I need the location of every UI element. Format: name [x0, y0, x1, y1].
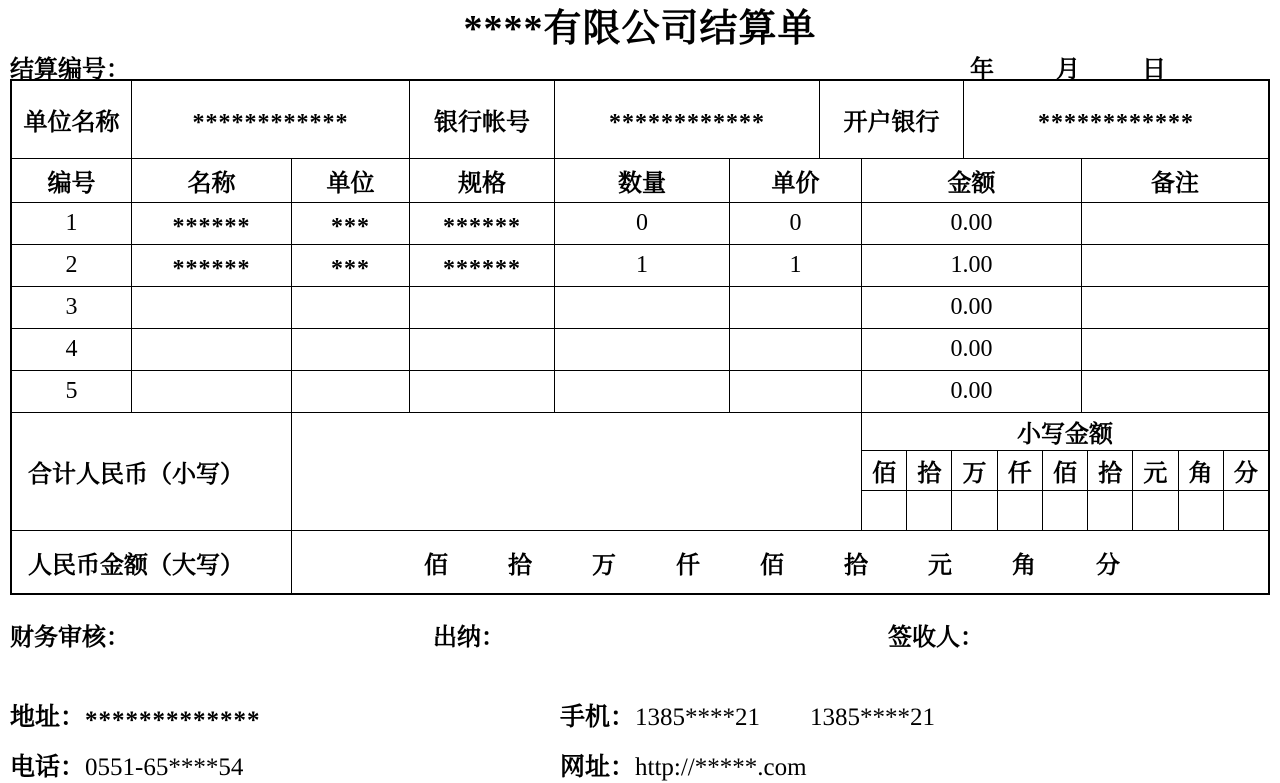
item-unit-cell — [292, 329, 410, 370]
capital-unit-qian: 仟 — [676, 552, 700, 579]
mobile-value-1: 1385****21 — [635, 704, 761, 731]
digit-value-cell — [1043, 491, 1088, 530]
item-amount-cell: 0.00 — [862, 329, 1082, 370]
signature-row — [10, 613, 1270, 651]
mobile-label: 手机： — [560, 704, 636, 731]
mobile-values — [635, 704, 935, 732]
meta-row — [10, 53, 1270, 83]
capital-unit-wan: 万 — [592, 552, 616, 579]
capital-unit-jiao: 角 — [1012, 552, 1036, 579]
col-header-name: 名称 — [132, 159, 292, 202]
total-amount-blank-cell — [292, 413, 862, 530]
item-name-cell: ****** — [132, 245, 292, 286]
website-value: http://*****.com — [635, 754, 807, 781]
item-price-cell: 0 — [730, 203, 862, 244]
digit-unit-row — [862, 451, 1268, 491]
item-qty-cell — [555, 329, 730, 370]
address-line — [10, 697, 560, 733]
item-unit-cell: *** — [292, 245, 410, 286]
capital-unit-strip — [292, 531, 1268, 593]
phone-label: 电话： — [10, 754, 86, 781]
unit-name-value: ************ — [132, 81, 410, 158]
item-number-cell: 4 — [12, 329, 132, 370]
digit-value-cell — [862, 491, 907, 530]
mobile-line — [560, 697, 935, 733]
item-row-2 — [12, 245, 1268, 287]
capital-unit-shi2: 拾 — [844, 552, 868, 579]
digit-value-cell — [1224, 491, 1268, 530]
item-price-cell: 1 — [730, 245, 862, 286]
phone-value: 0551-65****54 — [85, 754, 244, 781]
item-spec-cell: ****** — [410, 245, 555, 286]
digit-unit-qian: 仟 — [998, 451, 1043, 490]
item-amount-cell: 0.00 — [862, 203, 1082, 244]
capital-unit-fen: 分 — [1096, 552, 1120, 579]
item-name-cell — [132, 371, 292, 412]
item-row-4 — [12, 329, 1268, 371]
item-name-cell: ****** — [132, 203, 292, 244]
digit-unit-jiao: 角 — [1179, 451, 1224, 490]
finance-audit-label: 财务审核： — [10, 625, 130, 651]
digit-unit-bai: 佰 — [862, 451, 907, 490]
item-qty-cell: 1 — [555, 245, 730, 286]
item-remark-cell — [1082, 329, 1268, 370]
contact-row-1 — [10, 697, 1270, 733]
digit-unit-shi2: 拾 — [1088, 451, 1133, 490]
item-qty-cell: 0 — [555, 203, 730, 244]
item-unit-cell — [292, 371, 410, 412]
item-remark-cell — [1082, 371, 1268, 412]
digit-value-row — [862, 491, 1268, 530]
settlement-table — [10, 79, 1270, 595]
total-lowercase-label: 合计人民币（小写） — [12, 413, 292, 530]
website-line — [560, 747, 807, 783]
item-price-cell — [730, 287, 862, 328]
contact-row-2 — [10, 747, 1270, 783]
unit-name-label: 单位名称 — [12, 81, 132, 158]
digit-unit-shi: 拾 — [907, 451, 952, 490]
year-label: 年 — [970, 56, 994, 83]
digit-value-cell — [1179, 491, 1224, 530]
item-qty-cell — [555, 287, 730, 328]
col-header-qty: 数量 — [555, 159, 730, 202]
item-row-5 — [12, 371, 1268, 413]
item-spec-cell — [410, 371, 555, 412]
item-number-cell: 3 — [12, 287, 132, 328]
item-number-cell: 1 — [12, 203, 132, 244]
col-header-unit: 单位 — [292, 159, 410, 202]
item-amount-cell: 1.00 — [862, 245, 1082, 286]
digit-value-cell — [1088, 491, 1133, 530]
page-title: ****有限公司结算单 — [463, 8, 817, 50]
item-price-cell — [730, 329, 862, 370]
col-header-price: 单价 — [730, 159, 862, 202]
items-header-row — [12, 159, 1268, 203]
digit-unit-yuan: 元 — [1133, 451, 1178, 490]
digit-unit-wan: 万 — [952, 451, 997, 490]
item-qty-cell — [555, 371, 730, 412]
item-spec-cell — [410, 329, 555, 370]
item-spec-cell — [410, 287, 555, 328]
digit-value-cell — [998, 491, 1043, 530]
bank-account-label: 银行帐号 — [410, 81, 555, 158]
item-price-cell — [730, 371, 862, 412]
item-remark-cell — [1082, 245, 1268, 286]
item-name-cell — [132, 287, 292, 328]
bank-name-label: 开户银行 — [820, 81, 964, 158]
item-unit-cell — [292, 287, 410, 328]
item-remark-cell — [1082, 203, 1268, 244]
item-spec-cell: ****** — [410, 203, 555, 244]
day-label: 日 — [1142, 56, 1166, 83]
contact-block — [10, 697, 1270, 783]
capital-unit-yuan: 元 — [928, 552, 952, 579]
item-name-cell — [132, 329, 292, 370]
item-number-cell: 2 — [12, 245, 132, 286]
address-label: 地址： — [10, 704, 86, 731]
item-amount-cell: 0.00 — [862, 371, 1082, 412]
total-lowercase-row — [12, 413, 1268, 531]
receiver-label: 签收人： — [888, 625, 984, 651]
unit-info-row — [12, 81, 1268, 159]
col-header-remark: 备注 — [1151, 171, 1199, 197]
settlement-no-label: 结算编号： — [10, 56, 130, 83]
item-amount-cell: 0.00 — [862, 287, 1082, 328]
item-number-cell: 5 — [12, 371, 132, 412]
website-label: 网址： — [560, 754, 636, 781]
item-row-3 — [12, 287, 1268, 329]
month-label: 月 — [1056, 56, 1080, 83]
item-unit-cell: *** — [292, 203, 410, 244]
mobile-value-2: 1385****21 — [810, 704, 936, 731]
address-value: ************* — [85, 707, 261, 734]
bank-account-value: ************ — [555, 81, 820, 158]
digit-value-cell — [907, 491, 952, 530]
small-amount-subtable — [862, 413, 1268, 530]
digit-unit-fen: 分 — [1233, 461, 1258, 487]
bank-name-value: ************ — [1038, 110, 1194, 136]
item-row-1 — [12, 203, 1268, 245]
col-header-number: 编号 — [12, 159, 132, 202]
capital-unit-bai: 佰 — [424, 552, 448, 579]
digit-unit-bai2: 佰 — [1043, 451, 1088, 490]
capital-amount-label: 人民币金额（大写） — [12, 531, 292, 593]
capital-amount-row — [12, 531, 1268, 593]
digit-value-cell — [1133, 491, 1178, 530]
item-remark-cell — [1082, 287, 1268, 328]
capital-unit-bai2: 佰 — [760, 552, 784, 579]
capital-unit-shi: 拾 — [508, 552, 532, 579]
cashier-label: 出纳： — [433, 625, 505, 651]
col-header-amount: 金额 — [862, 159, 1082, 202]
small-amount-title: 小写金额 — [862, 413, 1268, 451]
date-fields — [970, 49, 1166, 84]
digit-value-cell — [952, 491, 997, 530]
phone-line — [10, 747, 560, 783]
col-header-spec: 规格 — [410, 159, 555, 202]
